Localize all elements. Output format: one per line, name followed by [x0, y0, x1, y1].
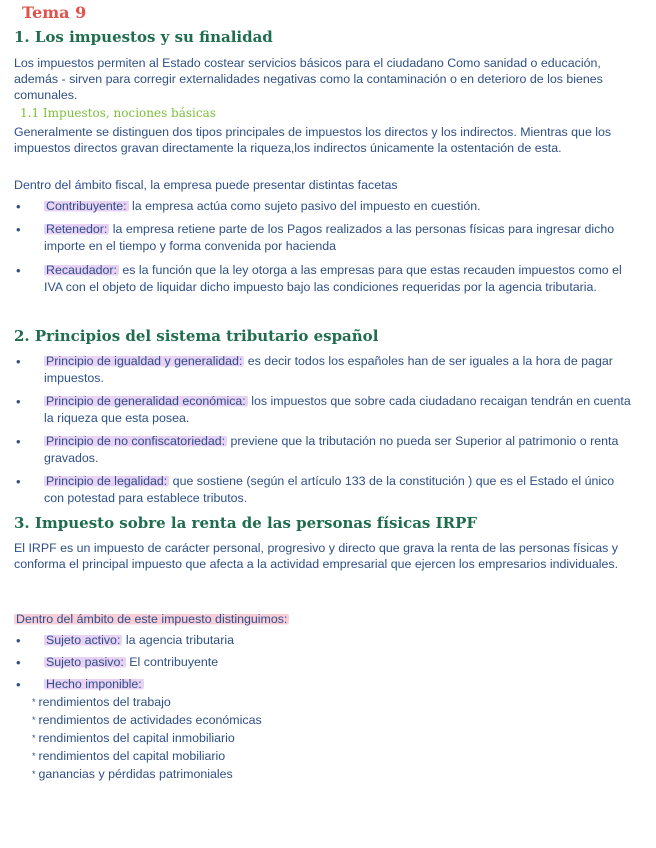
definition: que sostiene (según el artículo 133 de la constitución ) que es el Estado el único con potestad para establece tributos. — [44, 474, 615, 505]
definition: El contribuyente — [125, 655, 219, 669]
bullet-icon: • — [16, 633, 21, 648]
asterisk-icon: * — [32, 715, 36, 725]
sub-list-item: * rendimientos del capital inmobiliario — [32, 731, 235, 745]
asterisk-icon: * — [32, 769, 36, 779]
section-1-intro: Los impuestos permiten al Estado costear servicios básicos para el ciudadano Como sanidad o educación, además - sirven para corregir externalidades negativas como la contaminación o en deterioro de los bienes comunales. — [14, 56, 603, 102]
section-2-heading: 2. Principios del sistema tributario español — [14, 327, 379, 345]
definition: previene que la tributación no pueda ser Superior al patrimonio o renta gravados. — [44, 434, 619, 465]
bullet-icon: • — [16, 474, 21, 489]
bullet-icon: • — [16, 354, 21, 369]
section-3-heading: 3. Impuesto sobre la renta de las personas físicas IRPF — [14, 514, 478, 532]
list-item — [16, 473, 636, 507]
term: Contribuyente: — [46, 199, 127, 213]
asterisk-icon: * — [32, 697, 36, 707]
section-3-intro: El IRPF es un impuesto de carácter personal, progresivo y directo que grava la renta de las personas físicas y conforma el principal impuesto que afecta a la actividad empresarial que ejercen los empresarios individuales. — [14, 541, 619, 571]
definition: la empresa retiene parte de los Pagos realizados a las personas físicas para ingresar dicho importe en el tiempo y forma convenida por hacienda — [44, 222, 615, 253]
list-item — [16, 262, 636, 296]
term: Principio de generalidad económica: — [46, 394, 246, 408]
list-item — [16, 632, 636, 649]
bullet-icon: • — [16, 677, 21, 692]
asterisk-icon: * — [32, 733, 36, 743]
bullet-icon: • — [16, 394, 21, 409]
term: Sujeto activo: — [46, 633, 121, 647]
sub-list-item: * rendimientos del capital mobiliario — [32, 749, 226, 763]
term: Principio de igualdad y generalidad: — [46, 354, 243, 368]
definition: la empresa actúa como sujeto pasivo del impuesto en cuestión. — [128, 199, 481, 213]
definition: es decir todos los españoles han de ser iguales a la hora de pagar impuestos. — [44, 354, 613, 385]
section-1-heading: 1. Los impuestos y su finalidad — [14, 28, 273, 46]
topic-title: Tema 9 — [22, 3, 87, 22]
bullet-icon: • — [16, 222, 21, 237]
section-1-1-paragraph: Generalmente se distinguen dos tipos principales de impuestos los directos y los indirectos. Mientras que los impuestos directos gravan directamente la riqueza,los indirectos únicamente la ostentación de esta. — [14, 125, 612, 155]
bullet-icon: • — [16, 199, 21, 214]
bullet-icon: • — [16, 655, 21, 670]
term: Recaudador: — [46, 263, 117, 277]
section-1-1-paragraph-2: Dentro del ámbito fiscal, la empresa puede presentar distintas facetas — [14, 178, 398, 192]
term: Retenedor: — [46, 222, 108, 236]
list-item — [16, 654, 636, 671]
list-item — [16, 676, 636, 693]
list-item — [16, 393, 636, 427]
list-item — [16, 221, 636, 255]
asterisk-icon: * — [32, 751, 36, 761]
term: Principio de legalidad: — [46, 474, 168, 488]
list-item — [16, 198, 636, 215]
list-item — [16, 353, 636, 387]
bullet-icon: • — [16, 263, 21, 278]
term: Principio de no confiscatoriedad: — [46, 434, 226, 448]
highlighted-phrase: Dentro del ámbito de este impuesto distinguimos: — [16, 612, 288, 626]
definition: los impuestos que sobre cada ciudadano recaigan tendrán en cuenta la riqueza que esta posea. — [44, 394, 631, 425]
sub-list-item: * rendimientos de actividades económicas — [32, 713, 262, 727]
term: Hecho imponible: — [46, 677, 142, 691]
bullet-icon: • — [16, 434, 21, 449]
list-item — [16, 433, 636, 467]
definition: es la función que la ley otorga a las empresas para que estas recauden impuestos como el IVA con el objeto de liquidar dicho impuesto bajo las condiciones requeridas por la agencia tributaria. — [44, 263, 622, 294]
section-1-1-heading: 1.1 Impuestos, nociones básicas — [20, 106, 216, 120]
term: Sujeto pasivo: — [46, 655, 124, 669]
definition: la agencia tributaria — [122, 633, 234, 647]
sub-list-item: * ganancias y pérdidas patrimoniales — [32, 767, 233, 781]
section-3-within — [14, 611, 638, 627]
sub-list-item: * rendimientos del trabajo — [32, 695, 171, 709]
